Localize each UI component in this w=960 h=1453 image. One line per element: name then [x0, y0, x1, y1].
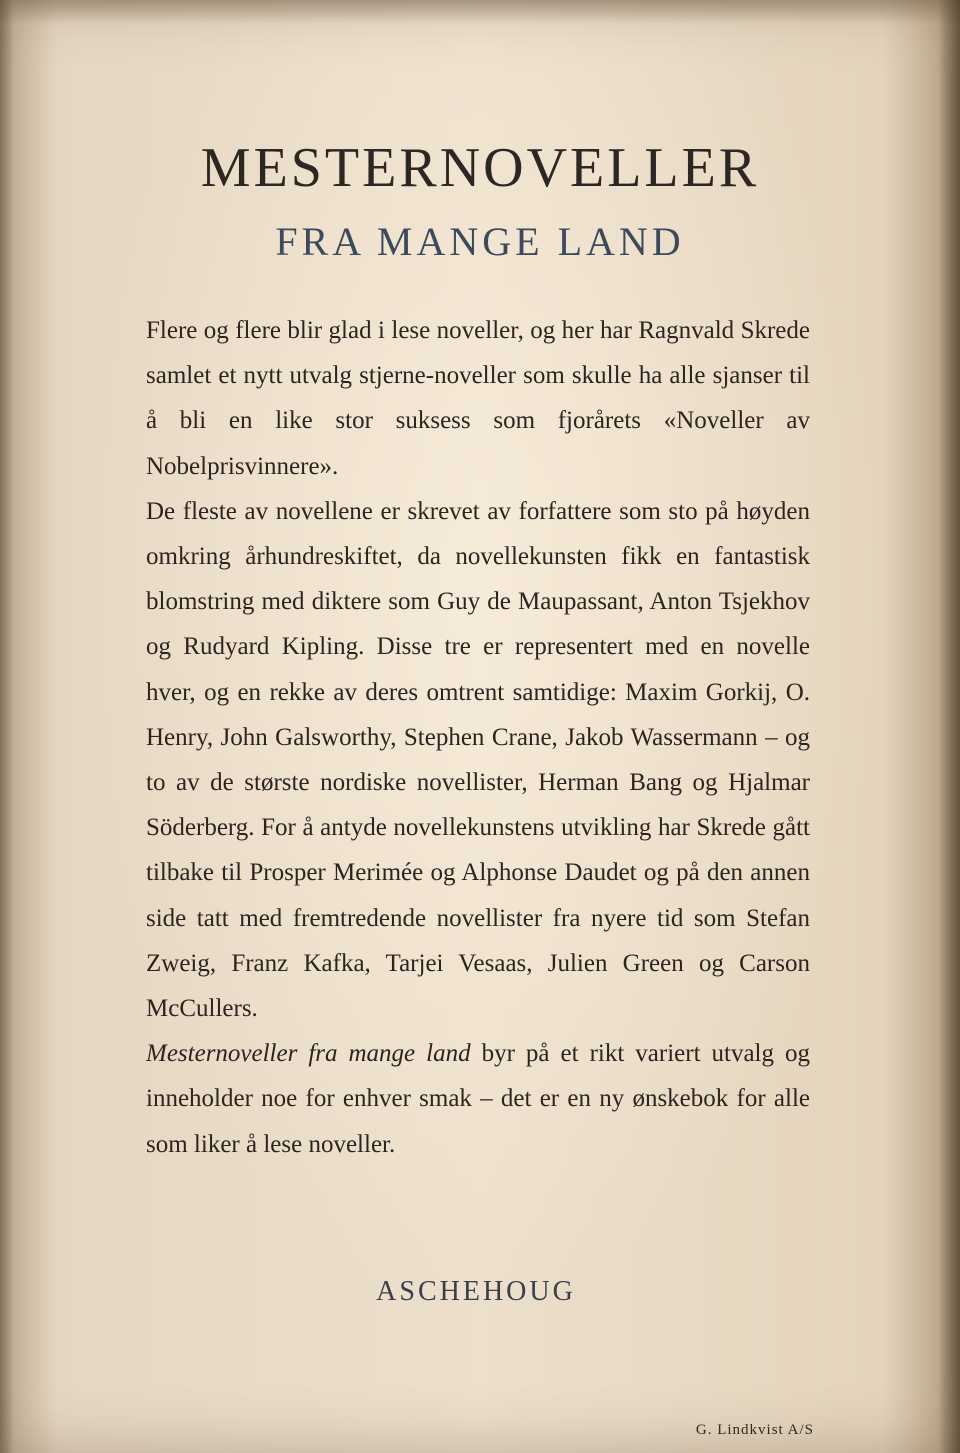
blurb-text: [146, 308, 810, 1167]
publisher-name: ASCHEHOUG: [376, 1276, 576, 1307]
book-title: MESTERNOVELLER: [200, 137, 760, 199]
blurb-paragraph-3: [146, 1031, 810, 1167]
cover-top-edge-shadow: [0, 0, 960, 24]
blurb-paragraph-1: Flere og flere blir glad i lese noveller, og her har Ragnvald Skrede samlet et nytt utvalg stjerne-noveller som skulle ha alle sjanser til å bli en like stor suksess som fjorårets «Noveller av Nobelprisvinnere».: [146, 317, 810, 480]
book-subtitle: FRA MANGE LAND: [275, 219, 685, 264]
blurb-paragraph-3-rest: byr på et rikt variert utvalg og inneholder noe for enhver smak – det er en ny ønskebok for alle som liker å lese noveller.: [146, 1040, 811, 1158]
blurb-paragraph-2: De fleste av novellene er skrevet av forfattere som sto på høyden omkring århundreskiftet, da novellekunsten fikk en fantastisk blomstring med diktere som Guy de Maupassant, Anton Tsjekhov og Rudyard Kipling. Disse tre er representert med en novelle hver, og en rekke av deres omtrent samtidige: Maxim Gorkij, O. Henry, John Galsworthy, Stephen Crane, Jakob Wassermann – og to av de største nordiske novellister, Herman Bang og Hjalmar Söderberg. For å antyde novellekunstens utvikling har Skrede gått tilbake til Prosper Merimée og Alphonse Daudet og på den annen side tatt med fremtredende novellister fra nyere tid som Stefan Zweig, Franz Kafka, Tarjei Vesaas, Julien Green og Carson McCullers.: [146, 497, 810, 1023]
blurb-italic-title: Mesternoveller fra mange land: [146, 1040, 471, 1068]
printer-credit: G. Lindkvist A/S: [695, 1422, 814, 1438]
